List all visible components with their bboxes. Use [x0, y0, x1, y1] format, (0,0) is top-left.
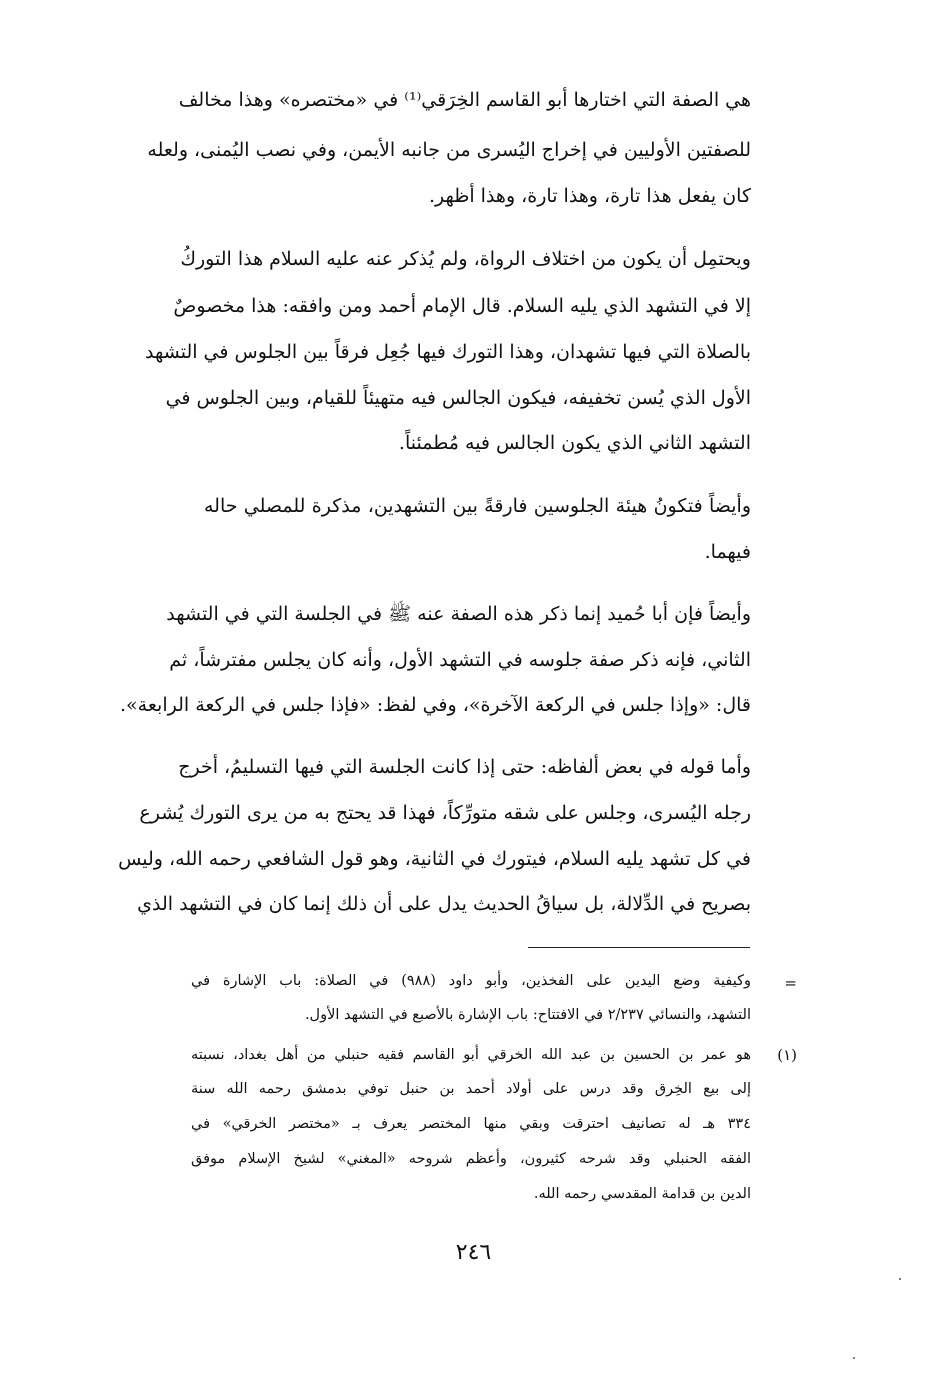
scan-speck	[853, 1357, 855, 1359]
body-line: بصريح في الدِّلالة، بل سياقُ الحديث يدل على أن ذلك إنما كان في التشهد الذي	[137, 893, 751, 915]
body-line: للصفتين الأوليين في إخراج اليُسرى من جانبه الأيمن، وفي نصب اليُمنى، ولعله	[147, 139, 751, 161]
scan-speck	[899, 1278, 901, 1280]
footnote-continuation-marker: =	[784, 974, 797, 992]
footnote-line: وكيفية وضع اليدين على الفخذين، وأبو داود (٩٨٨) في الصلاة: باب الإشارة في	[191, 973, 751, 989]
body-line: بالصلاة التي فيها تشهدان، وهذا التورك فيها جُعِل فرقاً بين الجلوس في التشهد	[145, 341, 751, 363]
footnote-line: هو عمر بن الحسين بن عبد الله الخرقي أبو القاسم فقيه حنبلي من أهل بغداد، نسبته	[191, 1047, 751, 1063]
body-line: فيهما.	[704, 541, 751, 563]
body-line: التشهد الثاني الذي يكون الجالس فيه مُطمئناً.	[398, 432, 751, 454]
footnote-line: التشهد، والنسائي ٢/٢٣٧ في الافتتاح: باب الإشارة بالأصبع في التشهد الأول.	[304, 1007, 751, 1023]
body-line: ويحتمِل أن يكون من اختلاف الرواة، ولم يُذكر عنه عليه السلام هذا التوركُ	[180, 248, 751, 270]
body-line: الأول الذي يُسن تخفيفه، فيكون الجالس فيه متهيئاً للقيام، وبين الجلوس في	[165, 387, 751, 409]
footnote-line: ٣٣٤ هـ له تصانيف احترقت وبقي منها المختصر يعرف بـ «مختصر الخرقي» في	[191, 1116, 751, 1132]
page-number: ٢٤٦	[455, 1240, 492, 1265]
footnote-separator	[528, 947, 750, 948]
body-line: وأما قوله في بعض ألفاظه: حتى إذا كانت الجلسة التي فيها التسليمُ، أخرج	[178, 756, 751, 778]
footnote-line: الفقه الحنبلي وقد شرحه كثيرون، وأعظم شروحه «المغني» لشيخ الإسلام موفق	[191, 1151, 751, 1167]
footnote-line: الدين بن قدامة المقدسي رحمه الله.	[533, 1186, 751, 1202]
body-line: وأيضاً فإن أبا حُميد إنما ذكر هذه الصفة عنه ﷺ في الجلسة التي في التشهد	[166, 603, 751, 625]
body-line: في كل تشهد يليه السلام، فيتورك في الثانية، وهو قول الشافعي رحمه الله، وليس	[118, 848, 751, 870]
body-line: وأيضاً فتكونُ هيئة الجلوسين فارقةً بين التشهدين، مذكرة للمصلي حاله	[204, 495, 751, 517]
footnote-line: إلى بيع الخِرق وقد درس على أولاد أحمد بن حنبل توفي بدمشق رحمه الله سنة	[191, 1081, 751, 1097]
body-line: هي الصفة التي اختارها أبو القاسم الخِرَقي⁽¹⁾ في «مختصره» وهذا مخالف	[178, 89, 751, 111]
body-line: الثاني، فإنه ذكر صفة جلوسه في التشهد الأول، وأنه كان يجلس مفترشاً، ثم	[169, 649, 751, 671]
body-line: قال: «وإذا جلس في الركعة الآخرة»، وفي لفظ: «فإذا جلس في الركعة الرابعة».	[120, 694, 751, 716]
footnote-1-marker: (١)	[777, 1046, 797, 1064]
body-line: إلا في التشهد الذي يليه السلام. قال الإمام أحمد ومن وافقه: هذا مخصوصٌ	[173, 295, 751, 317]
body-line: رجله اليُسرى، وجلس على شقه متورِّكاً، فهذا قد يحتج به من يرى التورك يُشرع	[139, 802, 751, 824]
body-line: كان يفعل هذا تارة، وهذا تارة، وهذا أظهر.	[428, 185, 751, 207]
